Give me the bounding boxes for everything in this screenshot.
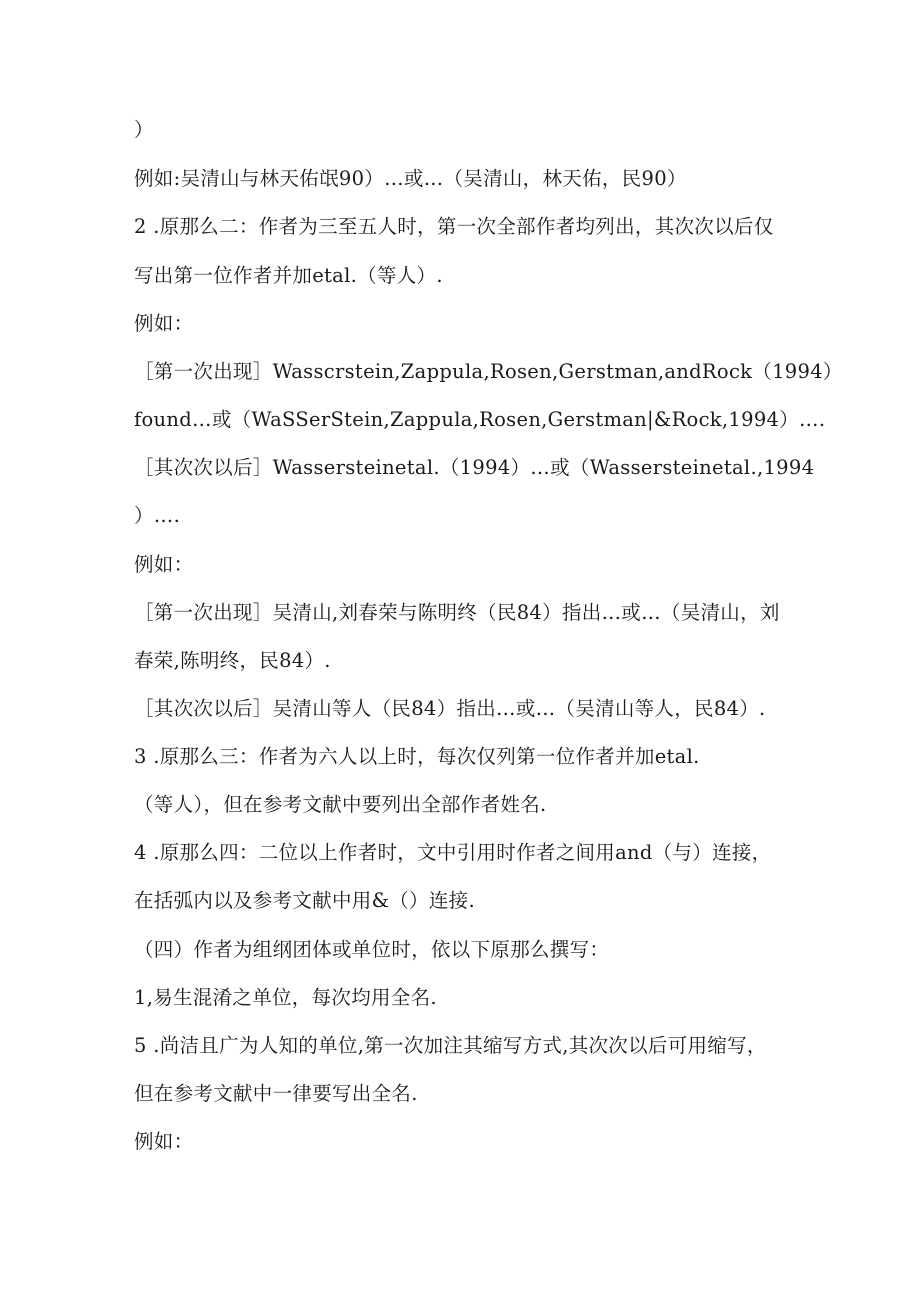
text-line: ［其次次以后］吴清山等人（民84）指出…或…（吴清山等人，民84）. (134, 697, 766, 720)
text-line: 2 .原那么二：作者为三至五人时，第一次全部作者均列出，其次次以后仅 (134, 215, 774, 238)
text-line: ） (134, 118, 154, 141)
text-line: 春荣,陈明终，民84）. (134, 649, 331, 672)
text-line: 5 .尚洁且广为人知的单位,第一次加注其缩写方式,其次次以后可用缩写， (134, 1034, 767, 1057)
text-line: 例如： (134, 553, 194, 576)
text-line: 4 .原那么四：二位以上作者时，文中引用时作者之间用and（与）连接， (134, 841, 772, 864)
text-line: 例如:吴清山与林天佑氓90）…或…（吴清山，林天佑，民90） (134, 167, 687, 190)
text-line: found…或（WaSSerStein,Zappula,Rosen,Gerstman|&Rock,1994）…. (134, 408, 826, 431)
text-line: 例如： (134, 312, 194, 335)
text-line: 但在参考文献中一律要写出全名. (134, 1082, 418, 1105)
text-line: 例如： (134, 1130, 194, 1153)
text-line: ［第一次出现］吴清山,刘春荣与陈明终（民84）指出…或…（吴清山，刘 (134, 601, 780, 624)
text-line: 在括弧内以及参考文献中用&（）连接. (134, 889, 475, 912)
text-line: 写出第一位作者并加etal.（等人）. (134, 264, 443, 287)
text-line: （等人），但在参考文献中要列出全部作者姓名. (134, 793, 547, 816)
text-line: ［第一次出现］Wasscrstein,Zappula,Rosen,Gerstman,andRock（1994） (134, 360, 843, 383)
text-line: 1,易生混淆之单位，每次均用全名. (134, 986, 437, 1009)
text-line: ）…. (134, 504, 181, 527)
text-line: ［其次次以后］Wassersteinetal.（1994）…或（Wassersteinetal.,1994 (134, 456, 815, 479)
text-line: 3 .原那么三：作者为六人以上时，每次仅列第一位作者并加etal. (134, 745, 700, 768)
text-line: （四）作者为组纲团体或单位时，依以下原那么撰写： (134, 938, 610, 961)
